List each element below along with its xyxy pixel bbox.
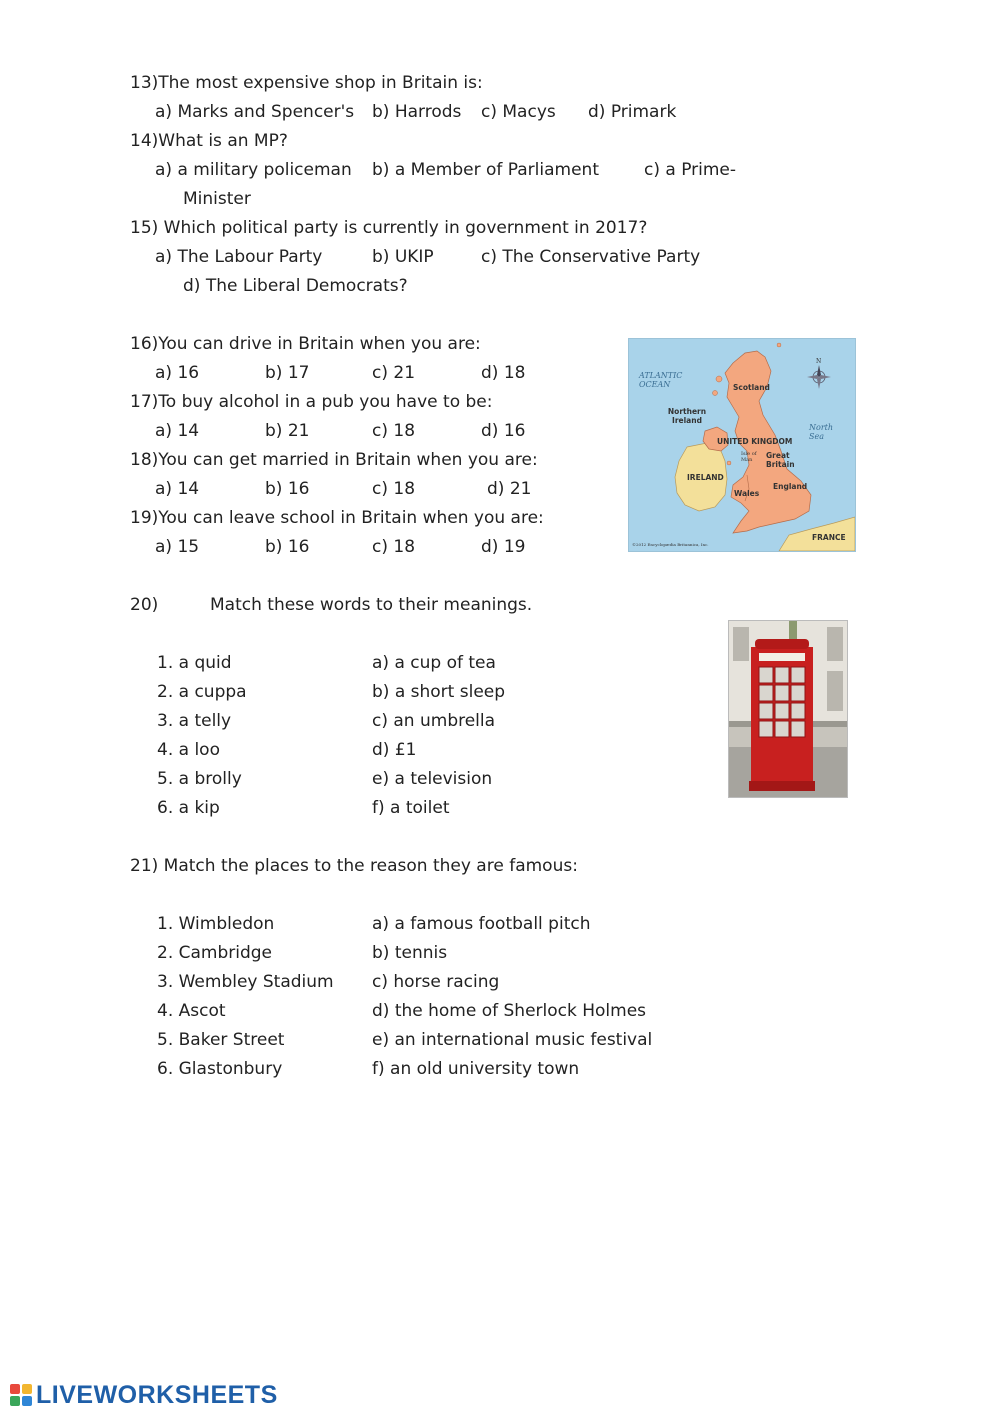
q20-meaning: e) a television [372, 769, 493, 789]
q21-reason: d) the home of Sherlock Holmes [372, 1001, 647, 1021]
q20-word: 6. a kip [157, 798, 220, 818]
q14-option-b: b) a Member of Parliament [372, 160, 599, 180]
q17-option-b: b) 21 [265, 421, 310, 441]
q18-option-b: b) 16 [265, 479, 310, 499]
q21-reason: f) an old university town [372, 1059, 580, 1079]
q19-option-a: a) 15 [155, 537, 200, 557]
q20-instruction: Match these words to their meanings. [210, 595, 533, 615]
map-label-england: England [773, 482, 808, 491]
map-label-great-britain: Great Britain [766, 451, 795, 469]
q20-meaning: a) a cup of tea [372, 653, 496, 673]
map-label-ireland: IRELAND [687, 473, 724, 482]
q21-reason: c) horse racing [372, 972, 500, 992]
q15-option-d: d) The Liberal Democrats? [183, 276, 408, 296]
q20-meaning: f) a toilet [372, 798, 450, 818]
map-label-isle-of-man: Isle of Man [741, 451, 757, 463]
q14-question: 14)What is an MP? [130, 131, 288, 151]
q13-question: 13)The most expensive shop in Britain is: [130, 73, 483, 93]
q14-option-c: c) a Prime- [644, 160, 737, 180]
q19-option-b: b) 16 [265, 537, 310, 557]
map-label-scotland: Scotland [733, 383, 770, 392]
map-copyright: ©2012 Encyclopædia Britannica, Inc. [632, 542, 709, 547]
q17-question: 17)To buy alcohol in a pub you have to be: [130, 392, 493, 412]
q20-meaning: b) a short sleep [372, 682, 506, 702]
compass-north-label: N [816, 358, 822, 365]
q15-option-c: c) The Conservative Party [481, 247, 701, 267]
q18-option-a: a) 14 [155, 479, 200, 499]
footer-brand[interactable] [10, 1380, 278, 1409]
q21-reason: a) a famous football pitch [372, 914, 591, 934]
q16-option-a: a) 16 [155, 363, 200, 383]
q13-option-b: b) Harrods [372, 102, 462, 122]
q16-option-d: d) 18 [481, 363, 526, 383]
q20-word: 3. a telly [157, 711, 232, 731]
q17-option-d: d) 16 [481, 421, 526, 441]
q18-option-c: c) 18 [372, 479, 416, 499]
uk-map [628, 338, 856, 552]
q17-option-c: c) 18 [372, 421, 416, 441]
q21-place: 6. Glastonbury [157, 1059, 283, 1079]
q18-option-d: d) 21 [487, 479, 532, 499]
liveworksheets-logo-icon [10, 1384, 32, 1406]
q20-word: 2. a cuppa [157, 682, 247, 702]
q15-option-b: b) UKIP [372, 247, 434, 267]
q21-reason: b) tennis [372, 943, 448, 963]
q20-meaning: c) an umbrella [372, 711, 496, 731]
q20-meaning: d) £1 [372, 740, 417, 760]
q17-option-a: a) 14 [155, 421, 200, 441]
map-label-france: FRANCE [812, 533, 846, 542]
map-label-north-sea: North Sea [809, 423, 834, 441]
q20-word: 4. a loo [157, 740, 220, 760]
q21-question: 21) Match the places to the reason they are famous: [130, 856, 578, 876]
q21-place: 5. Baker Street [157, 1030, 285, 1050]
q15-question: 15) Which political party is currently in government in 2017? [130, 218, 648, 238]
q14-option-c-cont: Minister [183, 189, 251, 209]
q13-option-c: c) Macys [481, 102, 556, 122]
q21-place: 3. Wembley Stadium [157, 972, 334, 992]
brand-name: LIVEWORKSHEETS [36, 1380, 278, 1409]
q20-word: 1. a quid [157, 653, 232, 673]
q16-option-b: b) 17 [265, 363, 310, 383]
q13-option-a: a) Marks and Spencer's [155, 102, 355, 122]
map-label-atlantic-ocean: ATLANTIC OCEAN [639, 371, 683, 389]
q15-option-a: a) The Labour Party [155, 247, 323, 267]
q21-place: 4. Ascot [157, 1001, 226, 1021]
phone-box-photo [728, 620, 848, 798]
q16-option-c: c) 21 [372, 363, 416, 383]
q21-place: 2. Cambridge [157, 943, 273, 963]
q21-reason: e) an international music festival [372, 1030, 653, 1050]
q20-number: 20) [130, 595, 159, 615]
q19-option-d: d) 19 [481, 537, 526, 557]
q18-question: 18)You can get married in Britain when you are: [130, 450, 538, 470]
q19-option-c: c) 18 [372, 537, 416, 557]
map-label-united-kingdom: UNITED KINGDOM [717, 437, 793, 446]
q16-question: 16)You can drive in Britain when you are: [130, 334, 481, 354]
map-label-northern-ireland: Northern Ireland [667, 407, 707, 425]
map-label-wales: Wales [734, 489, 760, 498]
q19-question: 19)You can leave school in Britain when you are: [130, 508, 544, 528]
q14-option-a: a) a military policeman [155, 160, 352, 180]
q20-word: 5. a brolly [157, 769, 242, 789]
q21-place: 1. Wimbledon [157, 914, 275, 934]
q13-option-d: d) Primark [588, 102, 677, 122]
